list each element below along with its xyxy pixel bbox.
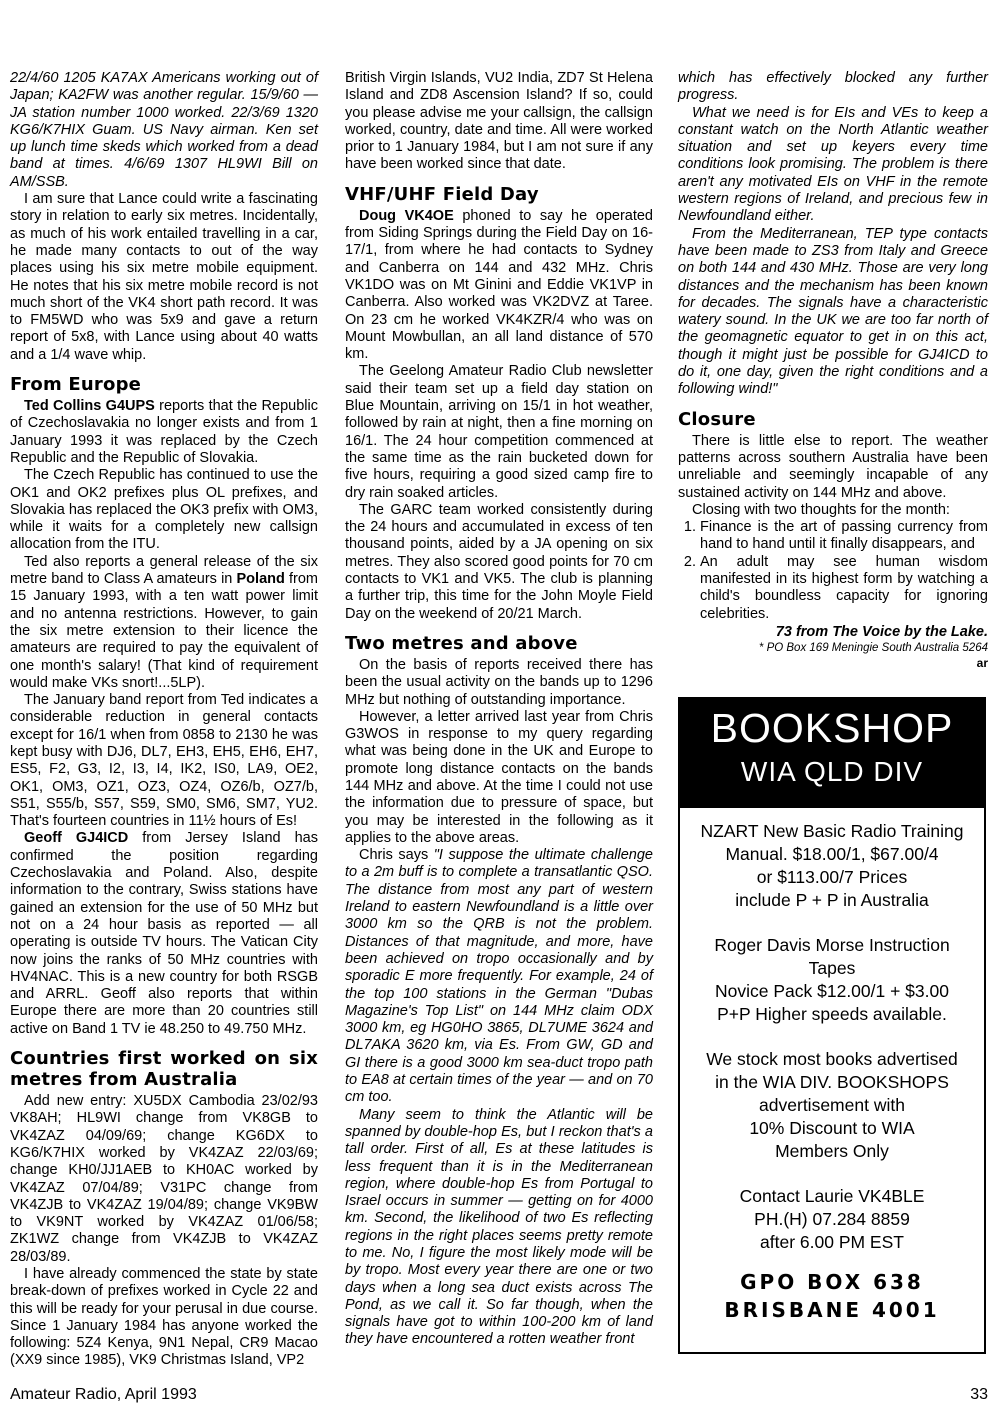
paragraph: Add new entry: XU5DX Cambodia 23/02/93 VK8AH; HL9WI change from VK8GB to VK4ZAZ 04/09/69; change KG6DX to KG6/K7HIX worked by VK4ZAZ 22/03/69; change KH0/JJ1AEB to KH0AC worked by VK4ZAZ 07/04/89; V31PC change from VK4ZJB to VK4ZAZ 19/04/89; change VK9BW to VK9NT worked by VK4ZAZ 01/06/58; ZK1WZ change from VK4ZJB to VK4ZAZ 28/03/89. (10, 1093, 318, 1265)
ad-line: Novice Pack $12.00/1 + $3.00 (715, 981, 949, 1001)
list-item: 1. Finance is the art of passing currency from hand to hand until it finally disappears, and (700, 519, 988, 554)
ad-line: Manual. $18.00/1, $67.00/4 (725, 844, 939, 864)
paragraph: The Czech Republic has continued to use the OK1 and OK2 prefixes plus OL prefixes, and Slovakia has replaced the OK3 prefix with OM3, while it waits for a completely new callsign allocation from the ITU. (10, 467, 318, 553)
ad-line: P+P Higher speeds available. (717, 1004, 947, 1024)
paragraph: The GARC team worked consistently during the 24 hours and accumulated in excess of ten thousand points, aided by a JA opening on six metres. They also scored good points for 70 cm contacts to VK1 and VK5. The club is planning a further trip, this time for the John Moyle Field Day on the weekend of 20/21 March. (345, 501, 653, 622)
paragraph-text: phoned to say he operated from Siding Springs during the Field Day on 16-17/1, from where he had contacts to Sydney and Canberra on 144 and 432 MHz. Chris VK1DO was on Mt Ginini and Eddie VK1VP in Canberra. Also worked was VK2DVZ at Taree. On 23 cm he worked VK4KZR/4 who was on Mount Mowbullan, an all land distance of 570 km. (345, 207, 653, 363)
ad-subtitle: WIA QLD DIV (740, 756, 924, 787)
paragraph: I have already commenced the state by state break-down of prefixes worked in Cycle 22 and this will be ready for your perusal in due course. Since 1 January 1984 has anyone worked the following: 5Z4 Kenya, 9N1 Nepal, CR9 Macao (XX9 since 1985), VK9 Christmas Island, VP2 (10, 1266, 318, 1369)
ad-line: NZART New Basic Radio Training (700, 821, 964, 841)
section-heading: VHF/UHF Field Day (345, 183, 539, 205)
author-name: Doug VK4OE (359, 207, 454, 224)
ad-line: Roger Davis Morse Instruction (714, 935, 950, 955)
paragraph (10, 830, 318, 1038)
paragraph: However, a letter arrived last year from Chris G3WOS in response to my query regarding what was being done in the UK and Europe to promote long distance contacts on the bands 144 MHz and above. At the time I could not use the information due to pressure of space, but you may be interested in the following as it applies to the above areas. (345, 708, 653, 846)
author-name: Geoff GJ4ICD (24, 830, 129, 847)
paragraph: Closing with two thoughts for the month: (692, 501, 950, 518)
ad-line: advertisement with (759, 1095, 905, 1115)
quote-text: "I suppose the ultimate challenge to a 2m buff is to complete a transatlantic QSO. The distance from most any part of western Ireland to eastern Newfoundland is a little over 3000 km so the QRB is not the problem. Distances of that magnitude, and more, have been achieved on tropo occasionally and by sporadic E more frequently. For example, 24 of the top 100 stations in the German "Dubas Magazine's Top List" on 144 MHz claim ODX 3000 km, eg HG0HO 3865, DL7UME 3624 and DL7AKA 3620 km, via Es. From GW, GD and GI there is a good 3000 km sea-duct tropo path to EA8 at certain times of the year — and on 70 cm too. (345, 847, 653, 1106)
list-item: 2. An adult may see human wisdom manifested in its highest form by watching a child's boundless capacity for ignoring celebrities. (700, 554, 988, 623)
ad-line: after 6.00 PM EST (760, 1232, 904, 1252)
bookshop-advertisement (678, 697, 986, 1354)
paragraph: which has effectively blocked any further progress. (678, 70, 988, 104)
column-2 (345, 70, 653, 1349)
paragraph: The January band report from Ted indicates a considerable reduction in general contacts except for 16/1 when from 0858 to 2130 he was kept busy with DJ6, DL7, EH3, EH5, EH6, EH7, ES5, F2, G3, I2, I3, I4, IK2, IS0, LA9, OE2, OK1, OM3, OZ1, OZ3, OZ4, OZ6/b, OZ7/b, S51, S55/b, S57, S59, SM0, SM6, SM7, YU2. That's fourteen countries in 11½ hours of Es! (10, 692, 318, 830)
paragraph (345, 847, 653, 1106)
paragraph: The Geelong Amateur Radio Club newsletter said their team set up a field day station on Blue Mountain, arriving on 15/1 in hot weather, followed by rain at night, then a fine morning on 16/1. The 24 hour competition commenced at the same time as the rain bucketed down for five hours, requiring a good sized camp fire to dry rain soaked articles. (345, 363, 653, 501)
column-1 (10, 70, 318, 1370)
ad-line: Tapes (808, 958, 856, 978)
signature: 73 from The Voice by the Lake. (775, 623, 988, 640)
ad-line: PH.(H) 07.284 8859 (754, 1209, 910, 1229)
paragraph: Many seem to think the Atlantic will be spanned by double-hop Es, but I reckon that's a tall order. First of all, Es at these latitudes is less frequent than it is in the Mediterranean region, where double-hop Es from Portugal to Israel occurs in summer — getting on for 4000 km. Second, the likelihood of two Es reflecting regions in the right places seems pretty remote to me. No, I figure the most likely mode will be by tropo. Most every year there are one or two days when a long sea duct exists across The Pond, as we call it. So far though, when the signals have got to within 100-200 km of land they have encountered a rotten weather front (345, 1106, 653, 1348)
paragraph: British Virgin Islands, VU2 India, ZD7 St Helena Island and ZD8 Ascension Island? If so, could you please advise me your callsign, the callsign worked, country, date and time. All were worked prior to 1 January 1984, but I am not sure if any have been worked since that date. (345, 70, 653, 173)
paragraph: On the basis of reports received there has been the usual activity on the bands up to 1296 MHz but nothing of outstanding importance. (345, 656, 653, 708)
paragraph (345, 208, 653, 364)
paragraph-text: from Jersey Island has confirmed the position regarding Czechoslavakia and Poland. Also, despite information to the contrary, Swiss stations have gained an extension for the use of 50 MHz but not on a 24 hour basis as reported — all operating is outside TV hours. The Vatican City now joins the ranks of 50 MHz countries with HV4NAC. This is a new country for both RSGB and ARRL. Geoff also reports that within Europe there are more than 20 countries still active on Band 1 TV ie 48.250 to 49.750 MHz. (10, 830, 318, 1037)
paragraph: From the Mediterranean, TEP type contacts have been made to ZS3 from Italy and Greece on both 144 and 430 MHz. Those are very long distances and the mechanism has been known for decades. The signals have a characteristic watery sound. In the UK we are too far north of the geomagnetic equator to get in on this act, though it might just be possible for GJ4ICD to do it, one day, given the right conditions and a following wind!" (678, 225, 988, 398)
section-heading: From Europe (10, 374, 142, 396)
paragraph (10, 398, 318, 467)
city-postcode: BRISBANE 4001 (724, 1298, 940, 1322)
page-number: 33 (970, 1386, 988, 1403)
ad-line: We stock most books advertised (706, 1049, 958, 1069)
section-heading: Two metres and above (345, 632, 578, 654)
paragraph (10, 554, 318, 692)
country-name: Poland (236, 571, 285, 588)
ad-header (680, 699, 984, 808)
paragraph: There is little else to report. The weather patterns across southern Australia have been unreliable and seemingly incapable of any sustained activity on 144 MHz and above. (678, 432, 988, 501)
ad-line: 10% Discount to WIA (749, 1118, 915, 1138)
ad-line: in the WIA DIV. BOOKSHOPS (715, 1072, 949, 1092)
footer-publication: Amateur Radio, April 1993 (10, 1386, 197, 1403)
ad-line: Members Only (775, 1141, 889, 1161)
ad-line: Contact Laurie VK4BLE (739, 1186, 925, 1206)
paragraph-text: from 15 January 1993, with a ten watt power limit and no antenna restrictions. However, to gain the six metre extension to their licence the amateurs are required to pay the equivalent of one month's salary! (That kind of requirement would make VKs snort!...5LP). (10, 571, 319, 691)
ad-line: or $113.00/7 Prices (756, 867, 908, 887)
po-box: GPO BOX 638 (740, 1270, 924, 1294)
paragraph-text: Chris says (359, 847, 434, 864)
paragraph-text: Ted also reports a general release of the six metre band to Class A amateurs in (10, 553, 318, 588)
paragraph: What we need is for EIs and VEs to keep a constant watch on the North Atlantic weather situation and set up keyers every time conditions look promising. The problem is there aren't any motivated EIs on VHF in the remote western regions of Ireland, and precious few in Newfoundland either. (678, 104, 988, 225)
paragraph: I am sure that Lance could write a fascinating story in relation to early six metres. Incidentally, as much of his work entailed travelling in a car, he made many contacts to out of the way places using his six metre mobile equipment. He notes that his six metre mobile record is not much short of the VK4 short path record. It was to FM5WD who was 5x9 and gave a return report of 5x8, with Lance using about 40 watts and a 1/4 wave whip. (10, 191, 318, 363)
ad-line: include P + P in Australia (735, 890, 929, 910)
section-heading: Closure (678, 408, 756, 430)
paragraph-text: reports that the Republic of Czechoslavakia no longer exists and from 1 January 1993 it was replaced by the Czech Republic and the Republic of Slovakia. (10, 398, 318, 466)
thoughts-list (678, 519, 988, 623)
paragraph: 22/4/60 1205 KA7AX Americans working out of Japan; KA2FW was another regular. 15/9/60 — JA station number 1000 worked. 22/3/69 1320 KG6/K7HIX Guam. US Navy airman. Ken set up lunch time skeds which worked from a dead band at times. 4/6/69 1307 HL9WI Bill on AM/SSB. (10, 70, 318, 190)
section-heading: Countries first worked on six metres from Australia (10, 1048, 318, 1091)
address-note: * PO Box 169 Meningie South Australia 5264 (758, 642, 988, 655)
column-3 (678, 70, 988, 670)
end-mark: ar (976, 656, 988, 671)
ad-body (680, 808, 984, 1324)
ad-title: BOOKSHOP (710, 705, 954, 751)
author-name: Ted Collins G4UPS (24, 398, 155, 415)
